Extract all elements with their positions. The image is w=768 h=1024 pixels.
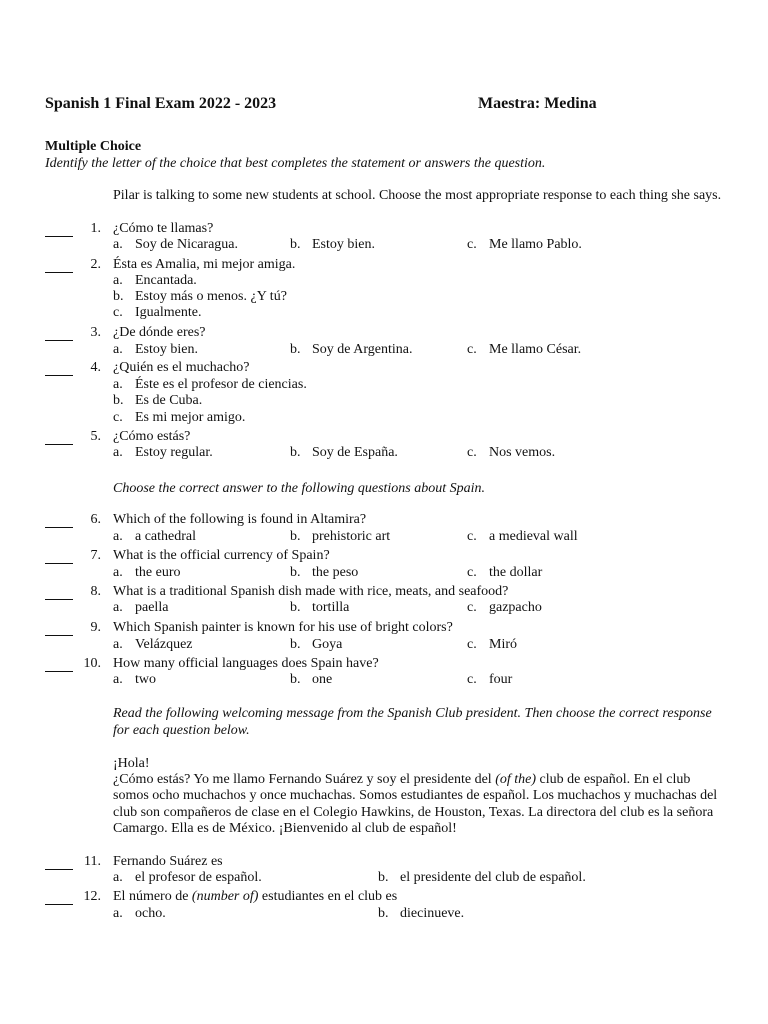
question-text: ¿Cómo estás? bbox=[113, 429, 191, 444]
message-greeting: ¡Hola! bbox=[113, 756, 150, 771]
answer-blank[interactable] bbox=[45, 340, 73, 341]
question-number: 1. bbox=[90, 221, 101, 236]
option-letter: b. bbox=[290, 565, 301, 580]
question-number: 11. bbox=[84, 854, 101, 869]
option-b: Estoy más o menos. ¿Y tú? bbox=[135, 289, 287, 304]
question-number: 12. bbox=[83, 889, 101, 904]
option-a: paella bbox=[135, 600, 169, 615]
option-a: a cathedral bbox=[135, 529, 197, 544]
question-text-part: estudiantes en el club es bbox=[258, 889, 398, 904]
part3-intro: Read the following welcoming message from the Spanish Club president. Then choose the correct response bbox=[113, 706, 712, 721]
option-letter: c. bbox=[467, 672, 477, 687]
teacher-name: Maestra: Medina bbox=[478, 95, 597, 112]
option-letter: c. bbox=[467, 637, 477, 652]
option-a: two bbox=[135, 672, 156, 687]
question-number: 4. bbox=[90, 360, 101, 375]
option-b: Es de Cuba. bbox=[135, 393, 203, 408]
option-a: Encantada. bbox=[135, 273, 197, 288]
option-b: Estoy bien. bbox=[312, 237, 375, 252]
option-a: ocho. bbox=[135, 906, 166, 921]
option-c: Miró bbox=[489, 637, 517, 652]
option-c: gazpacho bbox=[489, 600, 542, 615]
question-number: 6. bbox=[90, 512, 101, 527]
option-letter: c. bbox=[467, 342, 477, 357]
option-b: the peso bbox=[312, 565, 359, 580]
question-text: ¿De dónde eres? bbox=[113, 325, 206, 340]
option-c: a medieval wall bbox=[489, 529, 578, 544]
question-text: Which Spanish painter is known for his use of bright colors? bbox=[113, 620, 453, 635]
option-c: Es mi mejor amigo. bbox=[135, 410, 246, 425]
option-letter: a. bbox=[113, 273, 123, 288]
option-letter: b. bbox=[113, 289, 124, 304]
option-b: one bbox=[312, 672, 333, 687]
message-text: ¿Cómo estás? Yo me llamo Fernando Suárez y soy el presidente del bbox=[113, 772, 496, 787]
question-number: 10. bbox=[83, 656, 101, 671]
option-letter: b. bbox=[290, 600, 301, 615]
option-letter: a. bbox=[113, 637, 123, 652]
option-c: Me llamo César. bbox=[489, 342, 582, 357]
option-a: el profesor de español. bbox=[135, 870, 262, 885]
option-c: the dollar bbox=[489, 565, 543, 580]
answer-blank[interactable] bbox=[45, 904, 73, 905]
option-letter: c. bbox=[467, 445, 477, 460]
option-a: Éste es el profesor de ciencias. bbox=[135, 377, 307, 392]
option-letter: a. bbox=[113, 529, 123, 544]
option-letter: c. bbox=[113, 410, 123, 425]
question-text: ¿Cómo te llamas? bbox=[113, 221, 214, 236]
option-letter: b. bbox=[290, 637, 301, 652]
question-text: Ésta es Amalia, mi mejor amiga. bbox=[113, 257, 296, 272]
option-letter: a. bbox=[113, 237, 123, 252]
part3-intro: for each question below. bbox=[113, 723, 250, 738]
answer-blank[interactable] bbox=[45, 236, 73, 237]
question-text-part: El número de bbox=[113, 889, 192, 904]
option-a: Estoy bien. bbox=[135, 342, 198, 357]
question-text: What is a traditional Spanish dish made with rice, meats, and seafood? bbox=[113, 584, 509, 599]
option-letter: b. bbox=[290, 445, 301, 460]
option-letter: c. bbox=[467, 565, 477, 580]
option-b: tortilla bbox=[312, 600, 350, 615]
message-gloss: (of the) bbox=[495, 772, 537, 787]
option-letter: c. bbox=[113, 305, 123, 320]
option-b: Soy de España. bbox=[312, 445, 398, 460]
option-b: Goya bbox=[312, 637, 343, 652]
answer-blank[interactable] bbox=[45, 599, 73, 600]
question-text: Fernando Suárez es bbox=[113, 854, 223, 869]
option-letter: c. bbox=[467, 237, 477, 252]
option-letter: b. bbox=[290, 342, 301, 357]
question-number: 8. bbox=[90, 584, 101, 599]
question-text: ¿Quién es el muchacho? bbox=[113, 360, 250, 375]
option-letter: c. bbox=[467, 600, 477, 615]
part1-intro: Pilar is talking to some new students at school. Choose the most appropriate response to each thing she says. bbox=[113, 188, 722, 203]
option-letter: a. bbox=[113, 445, 123, 460]
question-number: 7. bbox=[90, 548, 101, 563]
option-c: Igualmente. bbox=[135, 305, 202, 320]
question-text: What is the official currency of Spain? bbox=[113, 548, 330, 563]
answer-blank[interactable] bbox=[45, 444, 73, 445]
answer-blank[interactable] bbox=[45, 272, 73, 273]
welcome-message bbox=[113, 772, 723, 837]
option-letter: a. bbox=[113, 377, 123, 392]
answer-blank[interactable] bbox=[45, 869, 73, 870]
option-a: Estoy regular. bbox=[135, 445, 213, 460]
option-b: diecinueve. bbox=[400, 906, 465, 921]
section-instruction: Identify the letter of the choice that best completes the statement or answers the question. bbox=[45, 156, 546, 171]
option-letter: b. bbox=[378, 906, 389, 921]
question-number: 3. bbox=[90, 325, 101, 340]
question-text: How many official languages does Spain have? bbox=[113, 656, 379, 671]
answer-blank[interactable] bbox=[45, 635, 73, 636]
option-letter: a. bbox=[113, 906, 123, 921]
part2-intro: Choose the correct answer to the following questions about Spain. bbox=[113, 481, 486, 496]
option-letter: b. bbox=[290, 672, 301, 687]
answer-blank[interactable] bbox=[45, 375, 73, 376]
option-letter: a. bbox=[113, 672, 123, 687]
option-letter: a. bbox=[113, 565, 123, 580]
option-b: Soy de Argentina. bbox=[312, 342, 413, 357]
exam-title: Spanish 1 Final Exam 2022 - 2023 bbox=[45, 95, 277, 112]
option-letter: a. bbox=[113, 870, 123, 885]
answer-blank[interactable] bbox=[45, 671, 73, 672]
option-a: the euro bbox=[135, 565, 181, 580]
option-c: Me llamo Pablo. bbox=[489, 237, 582, 252]
answer-blank[interactable] bbox=[45, 563, 73, 564]
option-letter: b. bbox=[290, 529, 301, 544]
message-text: club de español. En el club somos ocho muchachos y once muchachas. Somos estudiantes de español. Los muchachos y muchachas del club son compañeros de clase en el Colegio Hawkins, de Houston, Texas. La directora del club es la señora Camargo. Ella es de México. ¡Bienvenido al club de español! bbox=[113, 772, 718, 836]
question-text: Which of the following is found in Altamira? bbox=[113, 512, 367, 527]
option-letter: a. bbox=[113, 600, 123, 615]
option-letter: b. bbox=[290, 237, 301, 252]
option-b: prehistoric art bbox=[312, 529, 391, 544]
question-number: 2. bbox=[90, 257, 101, 272]
option-b: el presidente del club de español. bbox=[400, 870, 586, 885]
answer-blank[interactable] bbox=[45, 527, 73, 528]
option-letter: b. bbox=[113, 393, 124, 408]
option-a: Soy de Nicaragua. bbox=[135, 237, 239, 252]
option-c: four bbox=[489, 672, 513, 687]
question-number: 9. bbox=[90, 620, 101, 635]
section-heading: Multiple Choice bbox=[45, 139, 142, 154]
option-letter: b. bbox=[378, 870, 389, 885]
question-text bbox=[113, 889, 397, 905]
option-letter: a. bbox=[113, 342, 123, 357]
question-gloss: (number of) bbox=[191, 889, 259, 904]
option-a: Velázquez bbox=[135, 637, 193, 652]
option-letter: c. bbox=[467, 529, 477, 544]
question-number: 5. bbox=[90, 429, 101, 444]
option-c: Nos vemos. bbox=[489, 445, 556, 460]
